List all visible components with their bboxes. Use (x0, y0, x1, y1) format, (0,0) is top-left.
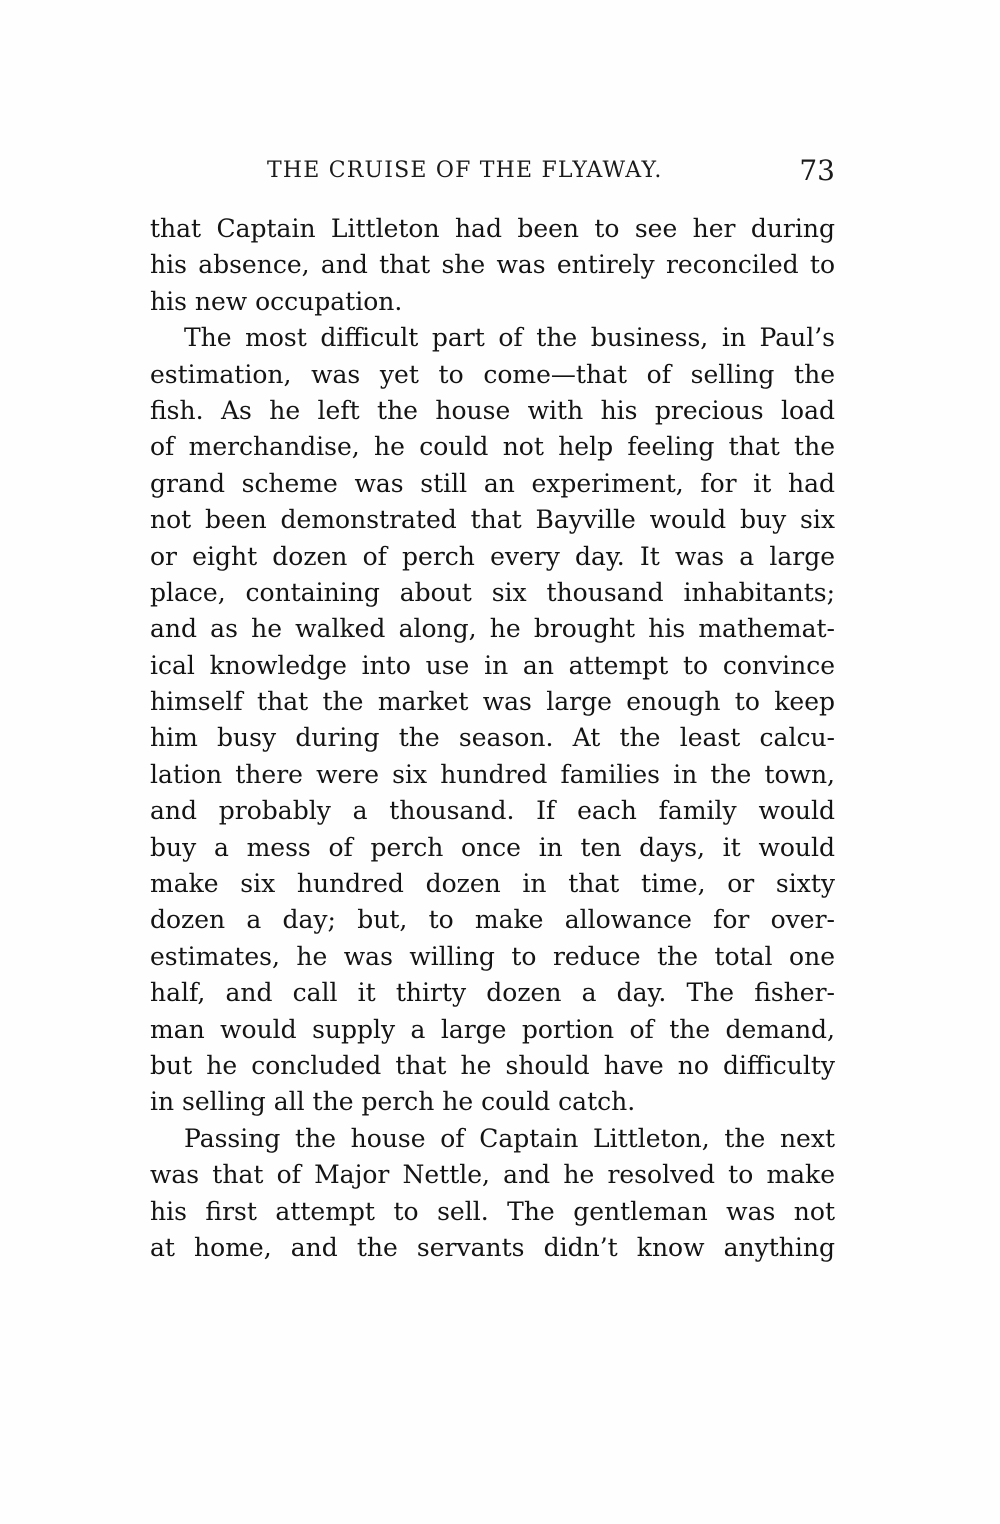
page-header (150, 154, 835, 194)
text-line: fish. As he left the house with his precious load (150, 395, 835, 425)
text-line: make six hundred dozen in that time, or sixty (150, 869, 835, 899)
text-line: or eight dozen of perch every day. It was a large (150, 541, 835, 571)
text-line: ical knowledge into use in an attempt to convince (150, 650, 835, 680)
text-line: and as he walked along, he brought his mathemat- (150, 614, 835, 644)
paragraph-2 (150, 320, 835, 1121)
text-line: buy a mess of perch once in ten days, it would (150, 832, 835, 862)
text-line: man would supply a large portion of the demand, (150, 1014, 835, 1044)
text-line: him busy during the season. At the least calcu- (150, 723, 835, 753)
text-line: himself that the market was large enough to keep (150, 687, 835, 717)
text-line: dozen a day; but, to make allowance for over- (150, 905, 835, 935)
text-line: his new occupation. (150, 286, 403, 316)
paragraph-3 (150, 1121, 835, 1267)
body-text (150, 211, 835, 1266)
text-line: his first attempt to sell. The gentleman was not (150, 1196, 835, 1226)
text-line: place, containing about six thousand inhabitants; (150, 577, 835, 607)
text-line: Passing the house of Captain Littleton, the next (184, 1123, 835, 1153)
running-title: THE CRUISE OF THE FLYAWAY. (267, 158, 663, 183)
text-line: that Captain Littleton had been to see her during (150, 214, 835, 243)
text-line: not been demonstrated that Bayville would buy six (150, 505, 835, 535)
text-line: half, and call it thirty dozen a day. The fisher- (150, 978, 835, 1008)
text-line: lation there were six hundred families in the town, (150, 759, 835, 789)
text-line: and probably a thousand. If each family would (150, 796, 835, 826)
text-line: The most difficult part of the business, in Paul’s (184, 323, 835, 353)
text-line: estimates, he was willing to reduce the total one (150, 941, 835, 971)
text-line: his absence, and that she was entirely reconciled to (150, 250, 835, 280)
text-line: grand scheme was still an experiment, for it had (150, 468, 835, 498)
text-line: estimation, was yet to come—that of selling the (150, 359, 835, 389)
paragraph-1 (150, 211, 835, 320)
text-line: was that of Major Nettle, and he resolved to make (150, 1160, 835, 1190)
text-line: at home, and the servants didn’t know anything (150, 1232, 835, 1262)
page-number: 73 (799, 154, 835, 187)
text-line: but he concluded that he should have no difficulty (150, 1050, 835, 1080)
text-line: in selling all the perch he could catch. (150, 1087, 636, 1117)
text-line: of merchandise, he could not help feeling that the (150, 432, 835, 462)
